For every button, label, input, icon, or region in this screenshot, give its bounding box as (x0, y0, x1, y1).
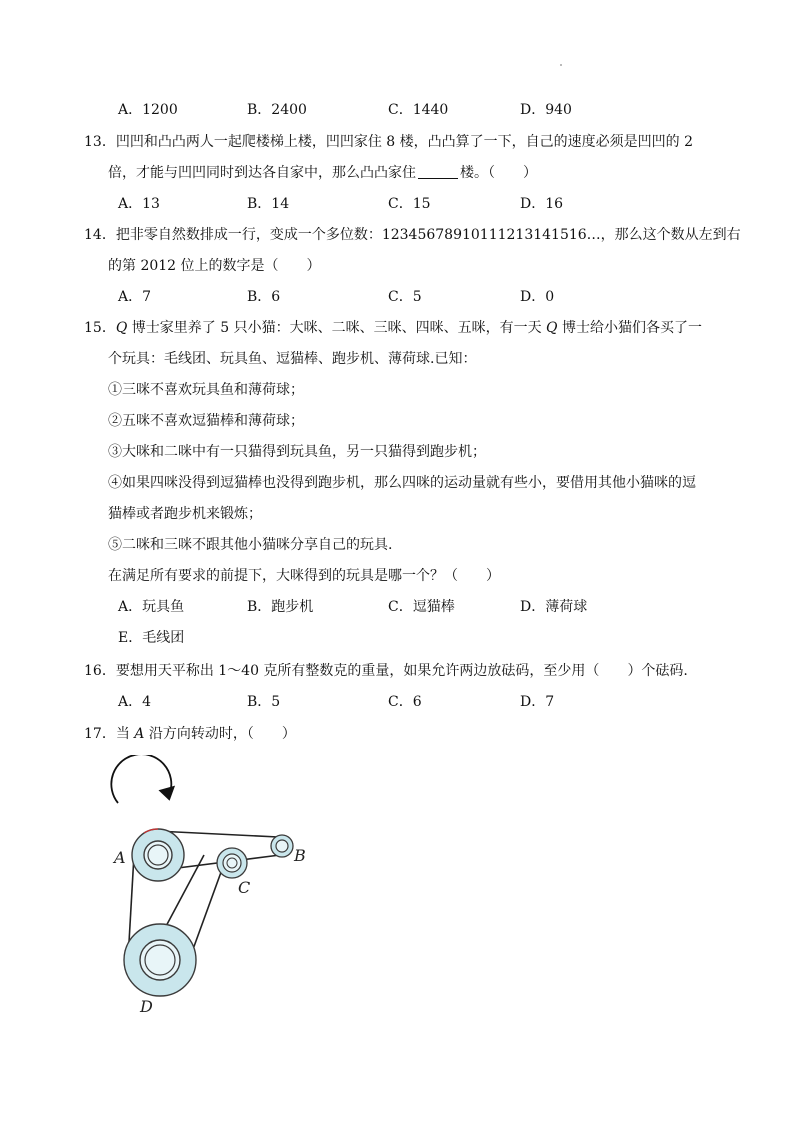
q14-option-b[interactable]: B．6 (247, 289, 281, 305)
q15-condition-3: ③大咪和二咪中有一只猫得到玩具鱼，另一只猫得到跑步机； (108, 444, 486, 460)
q13-stem-line1: 13．凹凹和凸凸两人一起爬楼梯上楼，凹凹家住 8 楼，凸凸算了一下，自己的速度必须是凹凹的 2 (84, 134, 693, 150)
q15-condition-2: ②五咪不喜欢逗猫棒和薄荷球； (108, 413, 304, 429)
q16-stem (84, 661, 688, 681)
q15-option-b[interactable]: B．跑步机 (247, 599, 314, 615)
q14-option-c[interactable]: C．5 (388, 289, 422, 305)
q13-paren-close: ） (523, 165, 537, 181)
q12-option-b[interactable]: B．2400 (247, 102, 307, 118)
label-c: C (238, 878, 251, 897)
q15-option-c[interactable]: C．逗猫棒 (388, 599, 455, 615)
q14-stem-line1: 14．把非零自然数排成一行，变成一个多位数：12345678910111213141516…，那么这个数从左到右 (84, 227, 741, 243)
q14-stem-text: 的第 2012 位上的数字是（ (108, 258, 279, 274)
q15-question (108, 566, 500, 586)
q16-stem-end: ）个砝码. (627, 663, 688, 679)
q16-option-b[interactable]: B．5 (247, 694, 281, 710)
q12-option-d[interactable]: D．940 (520, 102, 572, 118)
rotation-arrowhead-icon (156, 781, 175, 801)
q15-option-e[interactable]: E．毛线团 (118, 630, 185, 646)
q12-option-c[interactable]: C．1440 (388, 102, 449, 118)
label-b: B (294, 846, 306, 865)
q17-stem (84, 724, 296, 744)
pulley-c (217, 848, 247, 878)
q17-a-symbol: A (134, 726, 145, 742)
q16-option-c[interactable]: C．6 (388, 694, 422, 710)
pulley-b (271, 835, 293, 857)
q13-stem-text: 倍，才能与凹凹同时到达各自家中，那么凸凸家住 (108, 165, 416, 181)
q13-option-a[interactable]: A．13 (118, 196, 160, 212)
q15-paren-close: ） (486, 568, 500, 584)
q15-stem-text: 博士家里养了 5 只小猫：大咪、二咪、三咪、四咪、五咪，有一天 (127, 320, 547, 336)
q14-option-a[interactable]: A．7 (118, 289, 152, 305)
q14-option-d[interactable]: D．0 (520, 289, 555, 305)
q15-stem-line2: 个玩具：毛线团、玩具鱼、逗猫棒、跑步机、薄荷球.已知： (108, 351, 477, 367)
q13-fill-blank[interactable] (418, 164, 458, 179)
q14-stem-line2 (108, 256, 321, 276)
q15-stem-text-end: 博士给小猫们各买了一 (557, 320, 702, 336)
q15-q-symbol: Q (115, 320, 128, 336)
q16-option-d[interactable]: D．7 (520, 694, 555, 710)
q15-option-d[interactable]: D．薄荷球 (520, 599, 588, 615)
q15-number: 15． (84, 320, 116, 336)
label-a: A (114, 848, 126, 867)
rotation-arrow-arc (111, 755, 171, 803)
q15-q-symbol: Q (546, 320, 558, 336)
q13-stem-end: 楼。（ (460, 165, 495, 181)
q15-condition-4: ④如果四咪没得到逗猫棒也没得到跑步机，那么四咪的运动量就有些小，要借用其他小猫咪的逗 (108, 475, 696, 491)
q15-question-text: 在满足所有要求的前提下，大咪得到的玩具是哪一个？（ (108, 568, 458, 584)
q17-stem-text: 17．当 (84, 726, 135, 742)
q17-paren-close: ） (281, 726, 296, 742)
q12-option-a[interactable]: A．1200 (118, 102, 178, 118)
pulley-belt-diagram (108, 755, 318, 1015)
q14-paren-close: ） (306, 258, 321, 274)
q13-stem-line2 (108, 163, 537, 183)
q13-option-b[interactable]: B．14 (247, 196, 290, 212)
q16-stem-text: 16．要想用天平称出 1～40 克所有整数克的重量，如果允许两边放砝码，至少用（ (84, 663, 600, 679)
q13-option-d[interactable]: D．16 (520, 196, 564, 212)
q15-option-a[interactable]: A．玩具鱼 (118, 599, 185, 615)
pulley-a (132, 829, 184, 881)
scan-speck (560, 64, 562, 66)
q15-condition-1: ①三咪不喜欢玩具鱼和薄荷球； (108, 382, 304, 398)
q17-stem-text-mid: 沿方向转动时，（ (144, 726, 254, 742)
q16-option-a[interactable]: A．4 (118, 694, 152, 710)
q15-stem-line1 (84, 318, 702, 338)
pulley-d (124, 924, 196, 996)
q15-condition-4-cont: 猫棒或者跑步机来锻炼； (108, 506, 262, 522)
q13-option-c[interactable]: C．15 (388, 196, 431, 212)
label-d: D (140, 997, 153, 1015)
q15-condition-5: ⑤二咪和三咪不跟其他小猫咪分享自己的玩具. (108, 537, 393, 553)
